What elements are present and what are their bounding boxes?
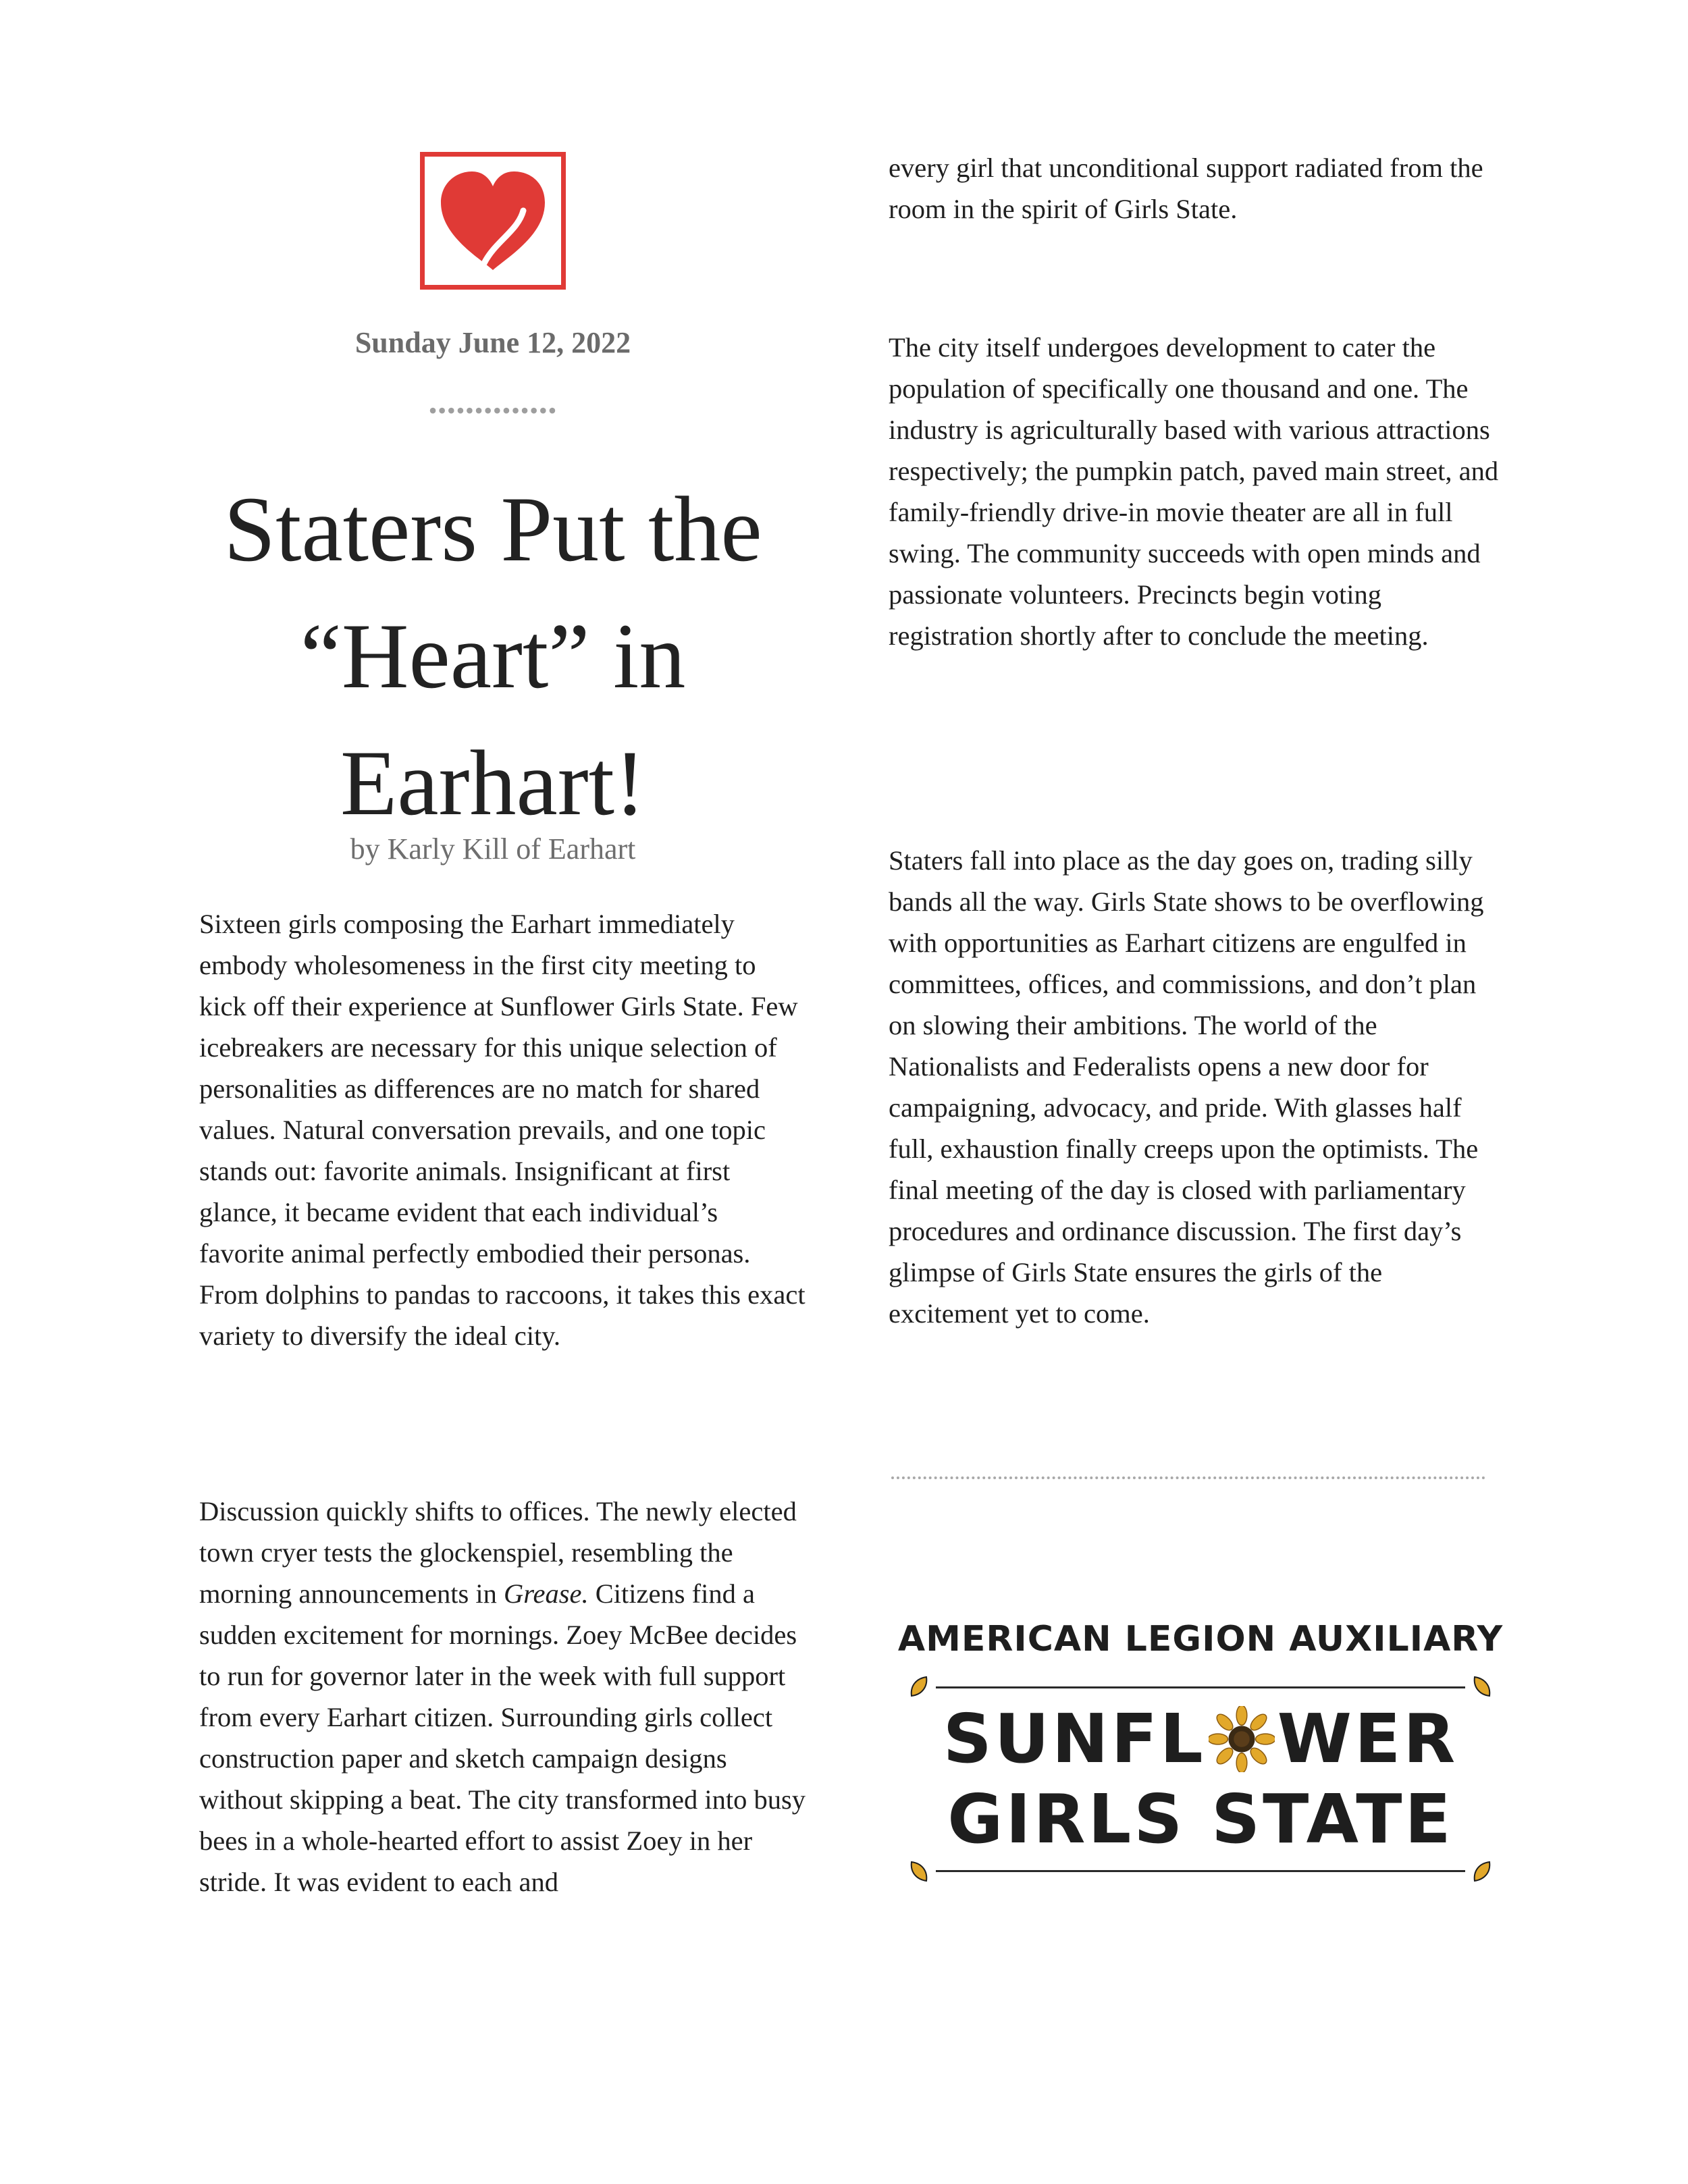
logo-word-girls-state: GIRLS STATE [947, 1780, 1454, 1859]
article-headline [176, 466, 810, 847]
logo-word-part: WER [1277, 1699, 1458, 1778]
paragraph-text: Discussion quickly shifts to offices. The newly elected town cryer tests the glockenspiel, resembling the morning announcements in [199, 1496, 797, 1609]
leaf-icon [1472, 1859, 1492, 1882]
article-byline: by Karly Kill of Earhart [350, 832, 636, 865]
leaf-icon [909, 1676, 929, 1699]
logo-top-text: AMERICAN LEGION AUXILIARY [897, 1619, 1504, 1659]
article-paragraph: Sixteen girls composing the Earhart immediately embody wholesomeness in the first city meeting to kick off their experience at Sunflower Girls State. Few icebreakers are necessary for this unique selection of personalities as differences are no match for shared values. Natural conversation prevails, and one topic stands out: favorite animals. Insignificant at first glance, it became evident that each individual’s favorite animal perfectly embodied their personas. From dolphins to pandas to raccoons, it takes this exact variety to diversify the ideal city. [199, 909, 806, 1351]
sunflower-icon [1209, 1706, 1275, 1772]
logo-rule-bottom [936, 1870, 1465, 1872]
article-paragraph [199, 1491, 807, 1902]
film-title: Grease. [504, 1578, 589, 1609]
headline-line: Staters Put the [223, 477, 762, 581]
heart-logo [420, 152, 566, 290]
article-paragraph: The city itself undergoes development to cater the population of specifically one thousand and one. The industry is agriculturally based with various attractions respectively; the pumpkin patch, paved main street, and family-friendly drive-in movie theater are all in full swing. The community succeeds with open minds and passionate volunteers. Precincts begin voting registration shortly after to conclude the meeting. [889, 332, 1499, 651]
article-paragraph: every girl that unconditional support radiated from the room in the spirit of Girls State. [889, 153, 1483, 224]
headline-line: “Heart” in [300, 604, 686, 708]
paragraph-text: Citizens find a sudden excitement for mornings. Zoey McBee decides to run for governor later in the week with full support from every Earhart citizen. Surrounding girls collect construction paper and sketch campaign designs without skipping a beat. The city transformed into busy bees in a whole-hearted effort to assist Zoey in her stride. It was evident to each and [199, 1578, 806, 1897]
decorative-separator: •••••••••••••• [428, 397, 558, 424]
sunflower-girls-state-logo [897, 1619, 1504, 1886]
logo-word-sunflower [897, 1699, 1504, 1780]
headline-line: Earhart! [340, 731, 645, 834]
heart-icon [437, 169, 549, 273]
article-date: Sunday June 12, 2022 [354, 326, 631, 359]
logo-word-part: SUNFL [943, 1699, 1206, 1778]
leaf-icon [909, 1859, 929, 1882]
logo-rule-top [936, 1686, 1465, 1688]
article-paragraph: Staters fall into place as the day goes on, trading silly bands all the way. Girls State shows to be overflowing with opportunities as Earhart citizens are engulfed in committees, offices, and commissions, and don’t plan on slowing their ambitions. The world of the Nationalists and Federalists opens a new door for campaigning, advocacy, and pride. With glasses half full, exhaustion finally creeps upon the optimists. The final meeting of the day is closed with parliamentary procedures and ordinance discussion. The first day’s glimpse of Girls State ensures the girls of the excitement yet to come. [889, 845, 1484, 1329]
dotted-divider [891, 1476, 1485, 1479]
leaf-icon [1472, 1676, 1492, 1699]
